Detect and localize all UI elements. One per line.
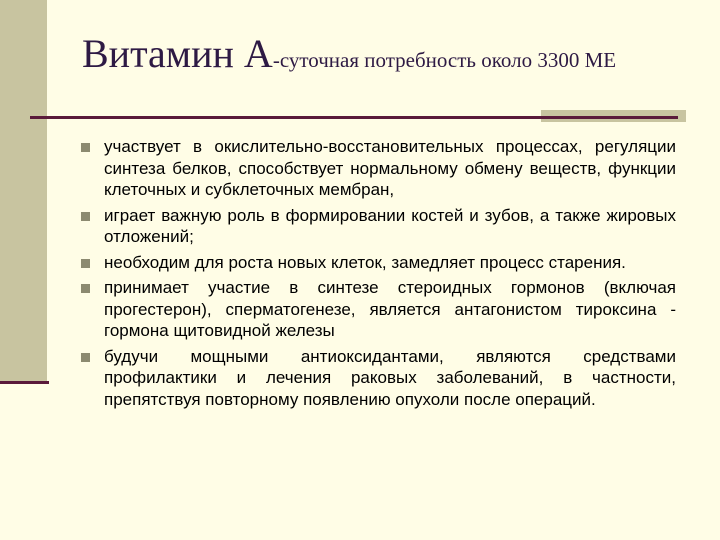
slide-title <box>82 30 616 77</box>
list-item-text: играет важную роль в формировании костей и зубов, а также жировых отложений; <box>104 205 676 246</box>
list-item <box>80 252 676 274</box>
square-bullet-icon <box>81 284 90 293</box>
list-item <box>80 346 676 411</box>
title-rule <box>30 116 678 119</box>
list-item-text: участвует в окислительно-восстановительных процессах, регуляции синтеза белков, способствует нормальному обмену веществ, функции клеточных и субклеточных мембран, <box>104 137 676 199</box>
list-item-text: необходим для роста новых клеток, замедляет процесс старения. <box>104 252 626 272</box>
square-bullet-icon <box>81 353 90 362</box>
side-accent-line <box>0 381 49 384</box>
bullet-list <box>80 136 676 414</box>
square-bullet-icon <box>81 212 90 221</box>
list-item-text: принимает участие в синтезе стероидных гормонов (включая прогестерон), сперматогенезе, является антагонистом тироксина - гормона щитовидной железы <box>104 278 676 340</box>
side-accent-bar <box>0 0 47 384</box>
square-bullet-icon <box>81 143 90 152</box>
list-item-text: будучи мощными антиоксидантами, являются средствами профилактики и лечения раковых заболеваний, в частности, препятствуя повторному появлению опухоли после операций. <box>104 346 676 409</box>
list-item <box>80 205 676 248</box>
square-bullet-icon <box>81 259 90 268</box>
list-item <box>80 277 676 342</box>
title-subtitle: -суточная потребность около 3300 МЕ <box>272 48 617 72</box>
title-main: Витамин А <box>82 31 273 76</box>
list-item <box>80 136 676 201</box>
